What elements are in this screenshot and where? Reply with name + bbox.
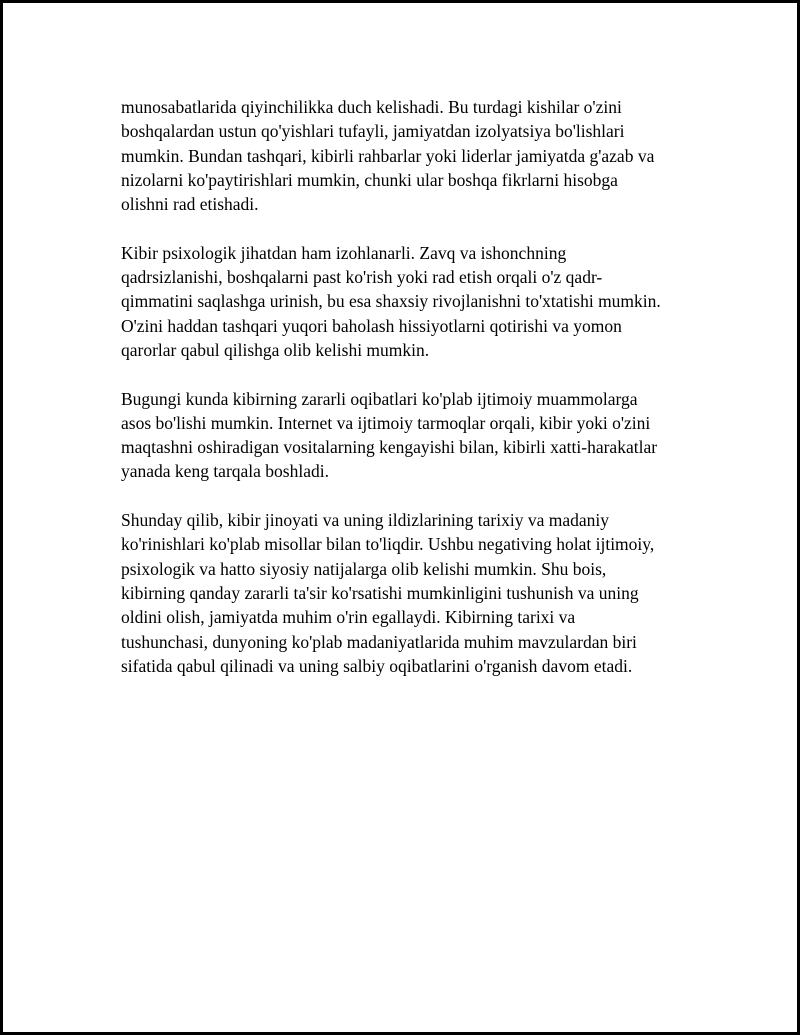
text-line: boshqalardan ustun qo'yishlari tufayli, jamiyatdan izolyatsiya bo'lishlari: [121, 121, 625, 142]
text-line: maqtashni oshiradigan vositalarning kengayishi bilan, kibirli xatti-harakatlar: [121, 437, 658, 458]
text-line: Bugungi kunda kibirning zararli oqibatlari ko'plab ijtimoiy muammolarga: [121, 388, 638, 409]
paragraph-gap: [121, 362, 721, 386]
paragraph-1: [121, 95, 721, 216]
document-body: [121, 95, 721, 678]
text-line: mumkin. Bundan tashqari, kibirli rahbarlar yoki liderlar jamiyatda g'azab va: [121, 145, 655, 166]
text-line: munosabatlarida qiyinchilikka duch kelishadi. Bu turdagi kishilar o'zini: [121, 97, 622, 117]
text-line: sifatida qabul qilinadi va uning salbiy oqibatlarini o'rganish davom etadi.: [121, 655, 633, 676]
paragraph-gap: [121, 216, 721, 240]
text-line: asos bo'lishi mumkin. Internet va ijtimoiy tarmoqlar orqali, kibir yoki o'zini: [121, 412, 651, 433]
text-line: tushunchasi, dunyoning ko'plab madaniyatlarida muhim mavzulardan biri: [121, 631, 637, 652]
text-line: qadrsizlanishi, boshqalarni past ko'rish yoki rad etish orqali o'z qadr-: [121, 267, 603, 288]
text-line: O'zini haddan tashqari yuqori baholash hissiyotlarni qotirishi va yomon: [121, 315, 622, 336]
text-line: qarorlar qabul qilishga olib kelishi mumkin.: [121, 339, 430, 360]
text-line: qimmatini saqlashga urinish, bu esa shaxsiy rivojlanishni to'xtatishi mumkin.: [121, 291, 661, 312]
text-line: nizolarni ko'paytirishlari mumkin, chunki ular boshqa fikrlarni hisobga: [121, 169, 618, 190]
text-line: Shunday qilib, kibir jinoyati va uning ildizlarining tarixiy va madaniy: [121, 510, 609, 531]
paragraph-4: [121, 508, 721, 678]
paragraph-gap: [121, 484, 721, 508]
text-line: yanada keng tarqala boshladi.: [121, 461, 329, 482]
text-line: Kibir psixologik jihatdan ham izohlanarli. Zavq va ishonchning: [121, 242, 567, 263]
paragraph-3: [121, 387, 721, 484]
text-line: kibirning qanday zararli ta'sir ko'rsatishi mumkinligini tushunish va uning: [121, 582, 639, 603]
text-line: oldini olish, jamiyatda muhim o'rin egallaydi. Kibirning tarixi va: [121, 607, 576, 628]
text-line: ko'rinishlari ko'plab misollar bilan to'liqdir. Ushbu negativing holat ijtimoiy,: [121, 534, 655, 555]
paragraph-2: [121, 241, 721, 362]
text-line: psixologik va hatto siyosiy natijalarga olib kelishi mumkin. Shu bois,: [121, 558, 607, 579]
text-line: olishni rad etishadi.: [121, 194, 259, 215]
